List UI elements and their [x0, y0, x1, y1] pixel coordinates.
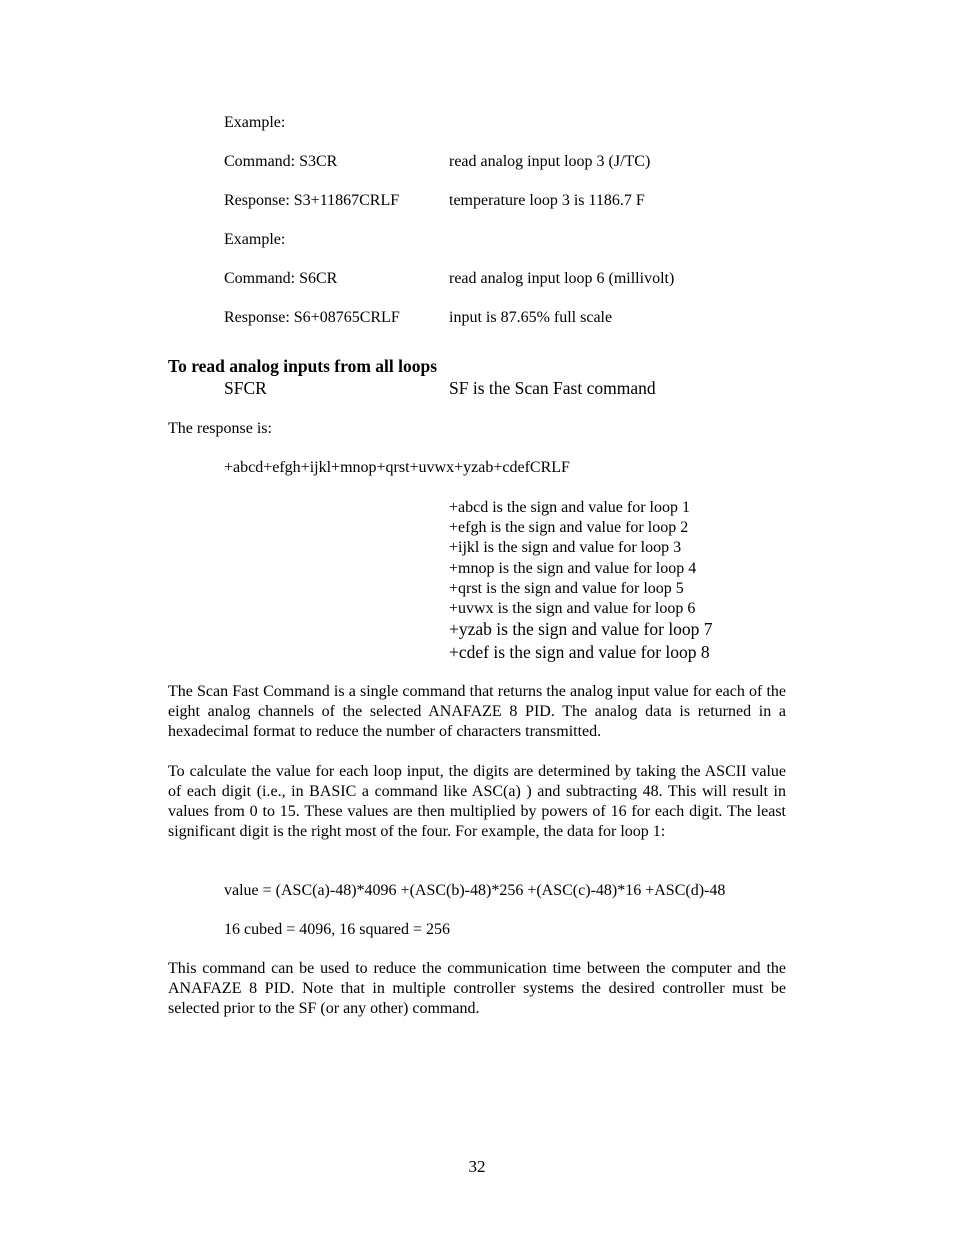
- loop-line: +ijkl is the sign and value for loop 3: [449, 539, 682, 556]
- loop-line: +yzab is the sign and value for loop 7: [449, 619, 713, 639]
- loop-line: +efgh is the sign and value for loop 2: [449, 519, 689, 536]
- powers-note: 16 cubed = 4096, 16 squared = 256: [224, 921, 451, 938]
- command-label: Command: S3CR: [224, 153, 338, 170]
- paragraph-calculate: To calculate the value for each loop input, the digits are determined by taking the ASCII value of each digit (i.e., in BASIC a command like ASC(a) ) and subtracting 48. This will result in values from 0 to 15. These values are then multiplied by powers of 16 for each digit. The least significant digit is the right most of the four. For example, the data for loop 1:: [168, 763, 786, 840]
- command-description: read analog input loop 3 (J/TC): [449, 153, 651, 170]
- sf-command-description: SF is the Scan Fast command: [449, 378, 656, 398]
- example-label: Example:: [224, 231, 286, 248]
- response-format: +abcd+efgh+ijkl+mnop+qrst+uvwx+yzab+cdefCRLF: [224, 459, 570, 476]
- response-label: Response: S6+08765CRLF: [224, 309, 400, 326]
- response-description: temperature loop 3 is 1186.7 F: [449, 192, 645, 209]
- response-intro: The response is:: [168, 420, 272, 437]
- command-label: Command: S6CR: [224, 270, 338, 287]
- paragraph-usage: This command can be used to reduce the communication time between the computer and the ANAFAZE 8 PID. Note that in multiple controller systems the desired controller must be selected prior to the SF (or any other) command.: [168, 960, 786, 1017]
- response-description: input is 87.65% full scale: [449, 309, 613, 326]
- loop-line: +abcd is the sign and value for loop 1: [449, 499, 690, 516]
- example-label: Example:: [224, 114, 286, 131]
- loop-line: +cdef is the sign and value for loop 8: [449, 642, 710, 662]
- command-description: read analog input loop 6 (millivolt): [449, 270, 675, 287]
- sf-command: SFCR: [224, 378, 267, 398]
- loop-line: +uvwx is the sign and value for loop 6: [449, 600, 696, 617]
- section-heading: To read analog inputs from all loops: [168, 356, 438, 376]
- paragraph-scan-fast: The Scan Fast Command is a single command that returns the analog input value for each of the eight analog channels of the selected ANAFAZE 8 PID. The analog data is returned in a hexadecimal format to reduce the number of characters transmitted.: [168, 683, 786, 740]
- loop-line: +qrst is the sign and value for loop 5: [449, 580, 684, 597]
- response-label: Response: S3+11867CRLF: [224, 192, 400, 209]
- formula: value = (ASC(a)-48)*4096 +(ASC(b)-48)*256 +(ASC(c)-48)*16 +ASC(d)-48: [224, 882, 726, 899]
- page-number: 32: [468, 1157, 486, 1176]
- loop-line: +mnop is the sign and value for loop 4: [449, 560, 697, 577]
